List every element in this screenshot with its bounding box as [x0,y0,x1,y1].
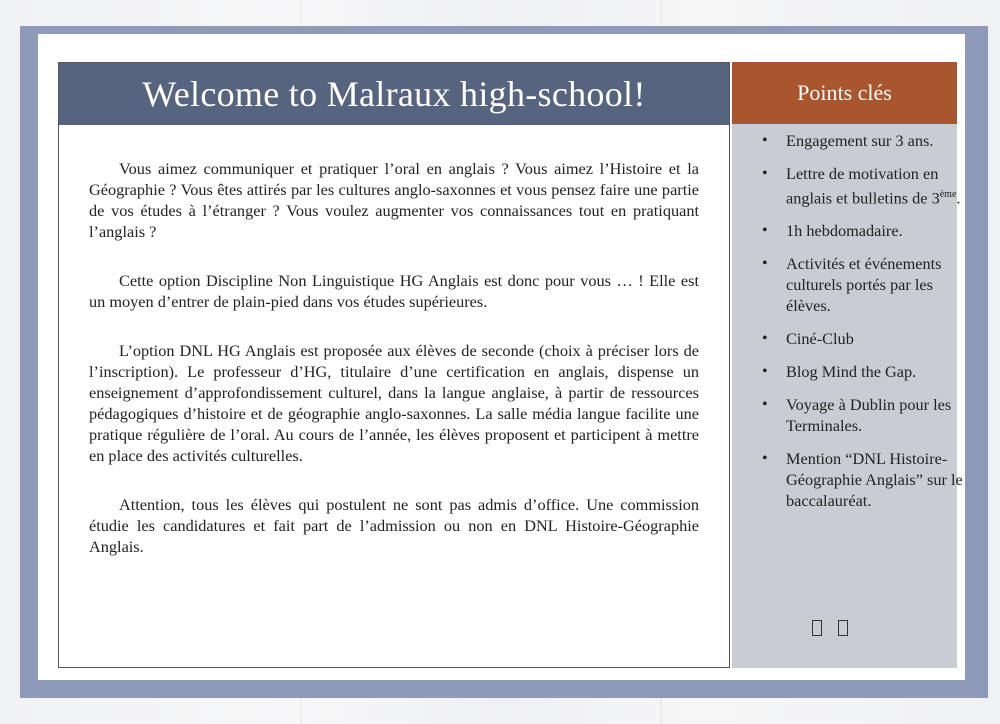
missing-glyph-icon [838,620,848,636]
superscript: ème [939,189,957,200]
main-panel [58,62,730,668]
list-item: • 1h hebdomadaire. [786,220,976,241]
missing-glyph-boxes [812,620,864,641]
paragraph: Cette option Discipline Non Linguistique HG Anglais est donc pour vous … ! Elle est un moyen d’entrer de plain-pied dans vos études supérieures. [89,271,699,311]
key-points-list [758,130,976,523]
key-points-banner [732,62,957,124]
paragraph: Attention, tous les élèves qui postulent ne sont pas admis d’office. Une commission étudie les candidatures et fait part de l’admission ou non en DNL Histoire-Géographie Anglais. [89,495,699,556]
list-item: • Blog Mind the Gap. [786,361,976,382]
page-title: Welcome to Malraux high-school! [142,74,646,114]
paragraph: Vous aimez communiquer et pratiquer l’oral en anglais ? Vous aimez l’Histoire et la Géographie ? Vous êtes attirés par les cultures anglo-saxonnes et vous pensez faire une partie de vos études à l’étranger ? Vous voulez augmenter vos connaissances tout en pratiquant l’anglais ? [89,159,699,241]
intro-text [89,158,699,585]
key-points-title: Points clés [797,80,892,105]
missing-glyph-icon [812,620,822,636]
list-item: • Voyage à Dublin pour les Terminales. [786,394,976,436]
list-item [786,163,976,208]
list-item-text: Lettre de motivation en anglais et bulletins de 3 [786,164,940,208]
key-points-panel [732,62,963,668]
paragraph: L’option DNL HG Anglais est proposée aux élèves de seconde (choix à préciser lors de l’inscription). Le professeur d’HG, titulaire d’une certification en anglais, dispense un enseignement d’approfondissement culturel, dans la langue anglaise, à partir de ressources pédagogiques d’histoire et de géographie anglo-saxonnes. La salle média langue facilite une pratique régulière de l’oral. Au cours de l’année, les élèves proposent et participent à mettre en place des activités culturelles. [89,341,699,465]
list-item: • Mention “DNL Histoire-Géographie Anglais” sur le baccalauréat. [786,448,976,511]
list-item: • Ciné-Club [786,328,976,349]
title-banner [59,63,729,125]
list-item: • Engagement sur 3 ans. [786,130,976,151]
list-item: • Activités et événements culturels portés par les élèves. [786,253,976,316]
list-item-tail: . [956,188,961,208]
